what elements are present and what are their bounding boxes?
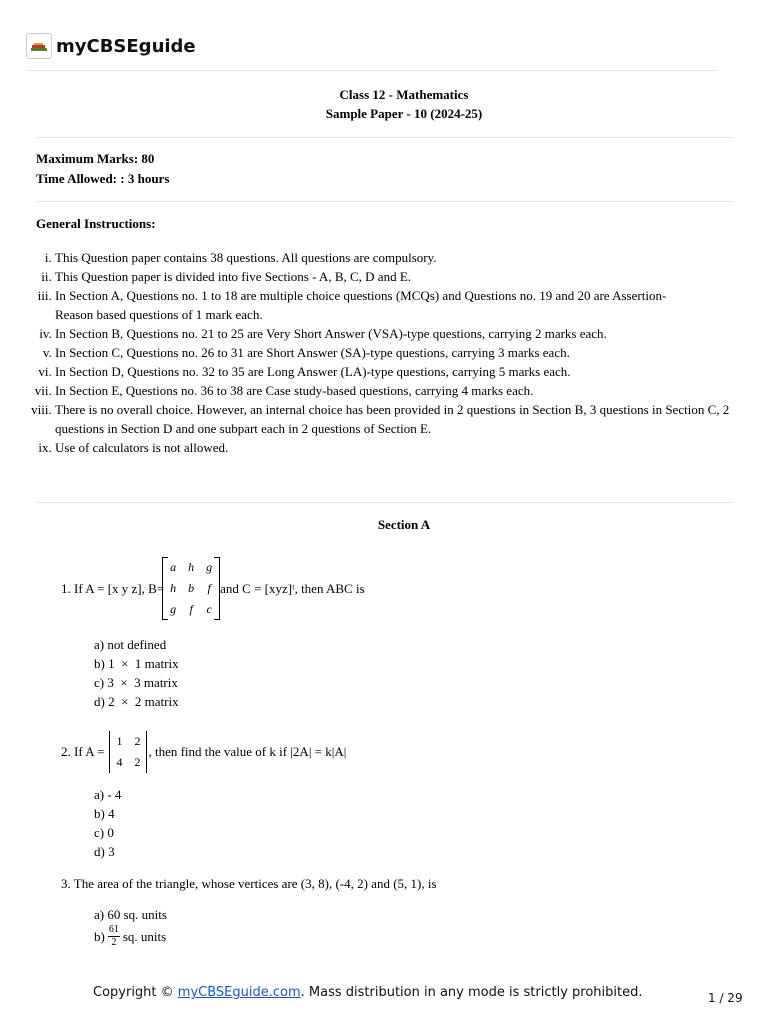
question-1-option-c: c) 3 × 3 matrix xyxy=(94,675,178,690)
brand-logo xyxy=(26,30,196,62)
question-2-option-c: c) 0 xyxy=(94,825,114,840)
copyright-footer xyxy=(93,985,642,1000)
question-1-option-a: a) not defined xyxy=(94,637,167,652)
instruction-item: viii. There is no overall choice. However, an internal choice has been provided in 2 questions in Section B, 3 questions in Section C, 2 questions in Section D and one subpart each in 2 questions of Section E. xyxy=(55,400,735,438)
paper-class: Class 12 - Mathematics xyxy=(339,87,469,102)
copyright-suffix: . Mass distribution in any mode is strictly prohibited. xyxy=(300,985,643,1000)
brand-name: myCBSEguide xyxy=(56,35,196,57)
instruction-item: iii. In Section A, Questions no. 1 to 18 are multiple choice questions (MCQs) and Questions no. 19 and 20 are Assertion-Reason based questions of 1 mark each. xyxy=(55,286,735,324)
section-title: Section A xyxy=(377,517,431,532)
question-2 xyxy=(61,731,346,773)
page-number: 1 / 29 xyxy=(708,991,743,1005)
question-2-option-d: d) 3 xyxy=(94,844,115,859)
maximum-marks: Maximum Marks: 80 xyxy=(36,151,155,166)
divider xyxy=(36,201,734,202)
option-unit: sq. units xyxy=(122,928,167,944)
question-3-option-b xyxy=(94,924,166,949)
question-1-suffix: and C = [xyz]ᵗ, then ABC is xyxy=(220,580,365,596)
paper-title: Sample Paper - 10 (2024-25) xyxy=(325,106,483,121)
books-icon xyxy=(26,33,52,59)
question-1-prefix: 1. If A = [x y z], B= xyxy=(61,580,165,596)
copyright-prefix: Copyright © xyxy=(93,985,178,1000)
instruction-item: vi. In Section D, Questions no. 32 to 35 are Long Answer (LA)-type questions, carrying 5 marks each. xyxy=(55,362,735,381)
instruction-item: v. In Section C, Questions no. 26 to 31 are Short Answer (SA)-type questions, carrying 3 marks each. xyxy=(55,343,735,362)
instructions-title: General Instructions: xyxy=(36,216,156,231)
instruction-item: vii. In Section E, Questions no. 36 to 38 are Case study-based questions, carrying 4 marks each. xyxy=(55,381,735,400)
question-2-option-b: b) 4 xyxy=(94,806,115,821)
instruction-item: i. This Question paper contains 38 questions. All questions are compulsory. xyxy=(55,248,735,267)
question-2-suffix: , then find the value of k if |2A| = k|A| xyxy=(148,744,347,759)
instruction-item: ii. This Question paper is divided into five Sections - A, B, C, D and E. xyxy=(55,267,735,286)
denominator: 2 xyxy=(111,937,117,948)
site-link[interactable]: myCBSEguide.com xyxy=(177,985,301,1000)
instructions-list xyxy=(55,248,735,457)
instruction-item: ix. Use of calculators is not allowed. xyxy=(55,438,735,457)
question-1 xyxy=(61,557,365,620)
fraction xyxy=(108,924,120,949)
divider xyxy=(36,502,734,503)
determinant-a: 1 2 4 2 xyxy=(110,731,146,773)
question-3-option-a: a) 60 sq. units xyxy=(94,907,167,922)
question-1-option-d: d) 2 × 2 matrix xyxy=(94,694,179,709)
question-2-option-a: a) - 4 xyxy=(94,787,122,802)
question-3: 3. The area of the triangle, whose vertices are (3, 8), (-4, 2) and (5, 1), is xyxy=(61,876,437,891)
divider xyxy=(36,137,734,138)
time-allowed: Time Allowed: : 3 hours xyxy=(36,171,170,186)
option-label: b) xyxy=(94,928,105,944)
numerator: 61 xyxy=(108,924,119,935)
question-2-prefix: 2. If A = xyxy=(61,744,105,759)
instruction-item: iv. In Section B, Questions no. 21 to 25 are Very Short Answer (VSA)-type questions, carrying 2 marks each. xyxy=(55,324,735,343)
divider xyxy=(26,70,718,71)
question-1-option-b: b) 1 × 1 matrix xyxy=(94,656,179,671)
matrix-b: a h g h b f g f c xyxy=(164,557,218,620)
